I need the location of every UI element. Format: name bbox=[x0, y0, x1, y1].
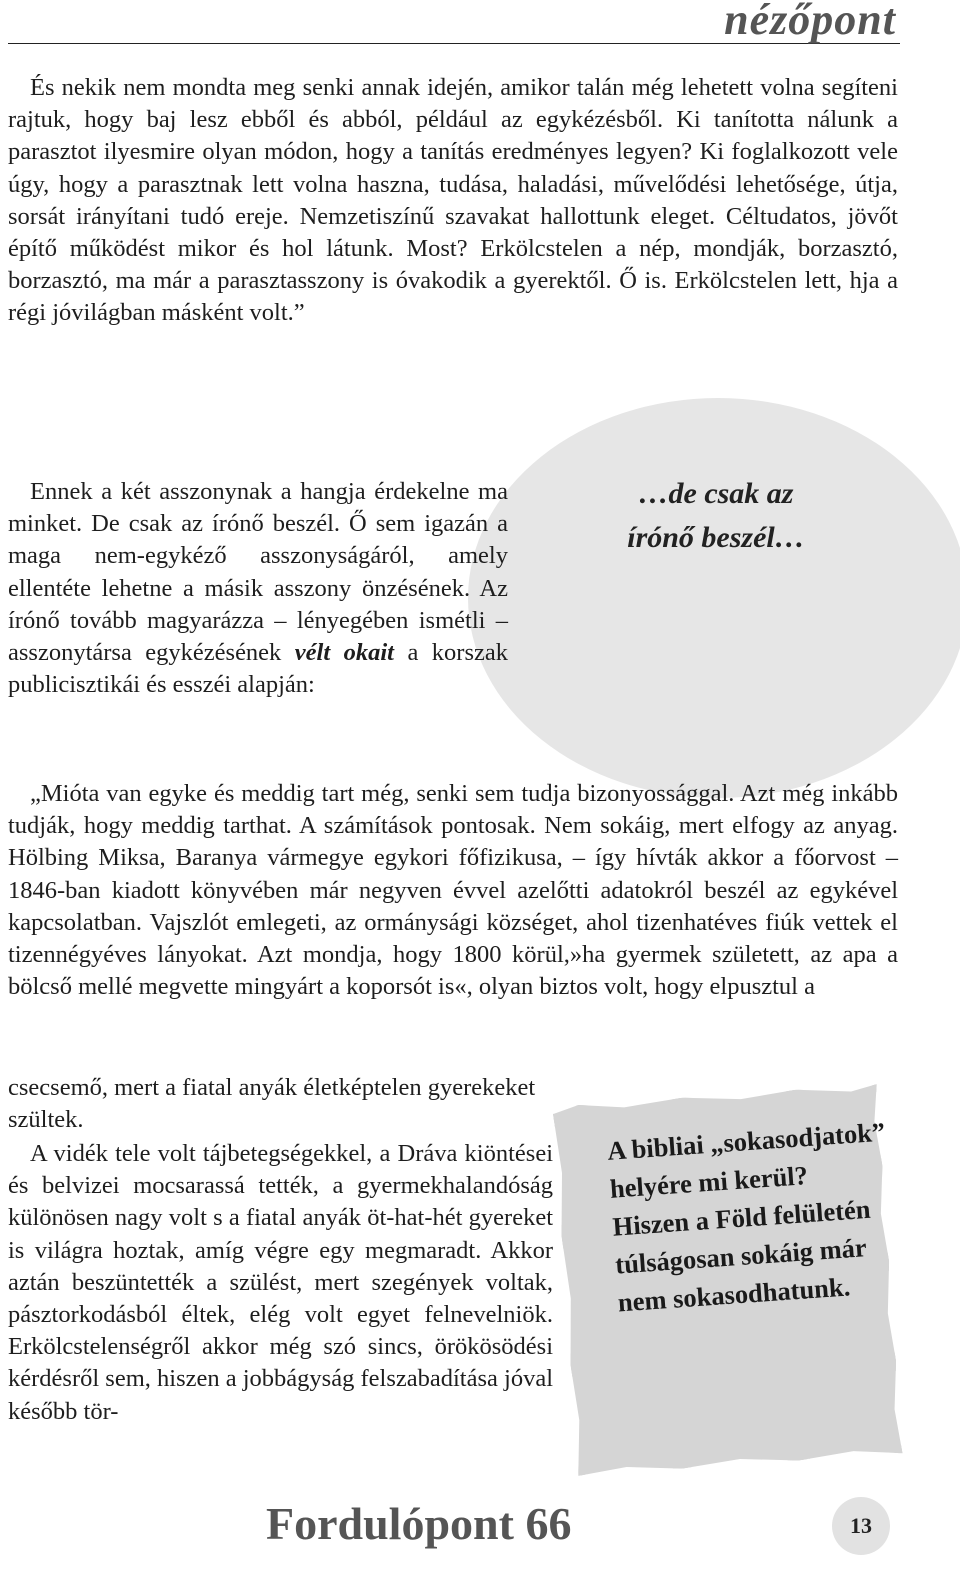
paragraph-two-end: a korszak publicisztikái és esszéi alapján: bbox=[8, 639, 508, 699]
paragraph-four-text: A vidék tele volt tájbetegségekkel, a Dráva kiöntései és belvizei mocsarassá tették, a gyermekhalandóság különösen nagy volt s a fiatal anyák öt-hat-hét gyereket is világra hoztak, amíg végre egy megmaradt. Akkor aztán beszüntették a szülést, mert szegények voltak, pásztorkodásból éltek, elég volt egyet felnevelniök. Erkölcstelenségről akkor még szó sincs, örökösödési kérdésről sem, hiszen a jobbágyság felszabadítása jóval később tör- bbox=[8, 1140, 553, 1425]
footer-magazine-title: Fordulópont 66 bbox=[266, 1498, 572, 1549]
paragraph-two-start: Ennek a két asszonynak a hangja érdekelne ma minket. De csak az írónő beszél. Ő sem igazán a maga nem-egykéző asszonyságáról, amely ellentéte lehetne a másik asszony önzésének. Az írónő tovább magyarázza – lényegében ismétli – asszonytársa egykézésének bbox=[8, 478, 508, 667]
paragraph-four bbox=[8, 1138, 553, 1428]
paragraph-quote bbox=[8, 778, 898, 1003]
pullquote: …de csak az írónő beszél… bbox=[627, 477, 805, 554]
paragraph-quote-narrow: csecsemő, mert a fiatal anyák életképtelen gyerekeket szültek. bbox=[8, 1074, 536, 1134]
paragraph-two bbox=[8, 476, 508, 701]
paragraph-intro bbox=[8, 72, 898, 330]
pullquote-circle bbox=[468, 398, 960, 798]
paragraph-two-emphasis: vélt okait bbox=[294, 639, 394, 667]
paragraph-intro-text: És nekik nem mondta meg senki annak idején, amikor talán még lehetett volna segíteni rajtuk, hogy baj lesz ebből és abból, például az egykézésből. Ki tanította nálunk a parasztot ilyesmire olyan módon, hogy a tanítás eredményes legyen? Ki foglalkozott vele úgy, hogy a parasztnak lett volna haszna, tudása, haladási, művelődési lehetősége, útja, sorsát irányítani tudó ereje. Nemzetiszínű szavakat hallottunk eleget. Céltudatos, jövőt építő működést mikor és hol látunk. Most? Erkölcstelen a nép, mondják, borzasztó, borzasztó, ma már a parasztasszony is óvakodik a gyerektől. Ő is. Erkölcstelen lett, hja a régi jóvilágban másként volt.” bbox=[8, 74, 898, 327]
section-title: nézőpont bbox=[724, 0, 896, 44]
page-number: 13 bbox=[832, 1497, 890, 1555]
torn-paper-note-text: A bibliai „sokasodjatok” helyére mi kerül? Hiszen a Föld felületén túlságosan sokáig már nem sokasodhatunk. bbox=[606, 1116, 887, 1318]
paragraph-quote-text: „Mióta van egyke és meddig tart még, senki sem tudja bizonyossággal. Azt még inkább tudják, hogy meddig tarthat. A számítások pontosak. Nem sokáig, mert elfogy az anyag. Hölbing Miksa, Baranya vármegye egykori főfizikusa, – így hívták akkor a főorvost – 1846-ban kiadott könyvében már negyven évvel azelőtti adatokról beszél az egykével kapcsolatban. Vajszlót emlegeti, az ormánysági községet, ahol tizenhatéves fiúk vettek el tizennégyéves lányokat. Azt mondja, hogy 1800 körül,»ha gyermek született, az apa a bölcső mellé megvette mingyárt a koporsót is«, olyan biztos volt, hogy elpusztul a bbox=[8, 780, 898, 1001]
